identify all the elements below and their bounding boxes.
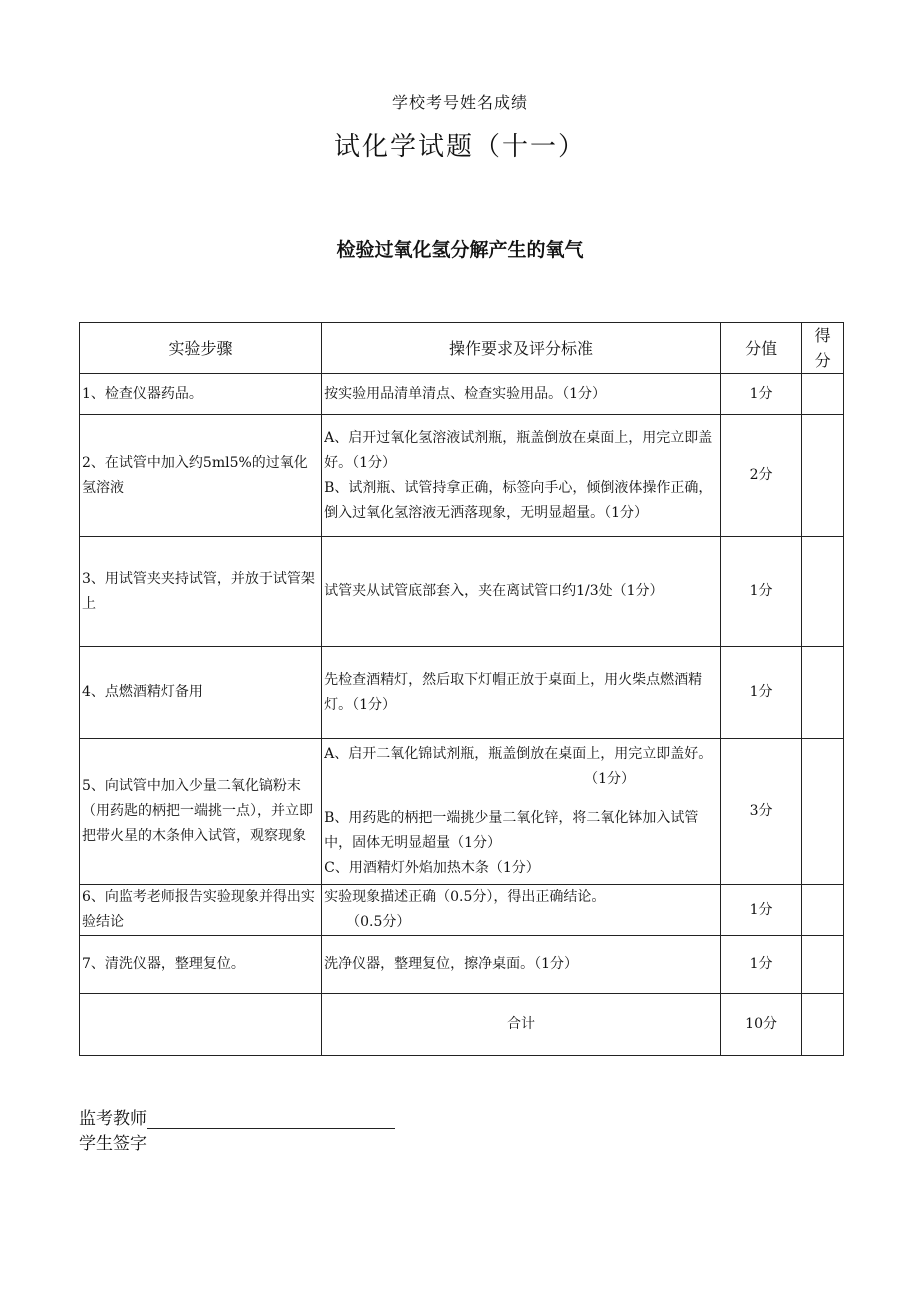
row-step: 1、检查仪器药品。 bbox=[80, 374, 322, 415]
requirement-a: A、启开过氧化氢溶液试剂瓶，瓶盖倒放在桌面上，用完立即盖好。（1分） bbox=[324, 429, 713, 471]
proctor-signature-field[interactable] bbox=[147, 1110, 395, 1129]
score-cell[interactable] bbox=[802, 885, 844, 936]
total-row bbox=[80, 994, 844, 1056]
row-points: 2分 bbox=[720, 415, 801, 537]
table-row bbox=[80, 739, 844, 885]
exam-info-line: 学校考号姓名成绩 bbox=[391, 93, 528, 112]
total-empty-cell bbox=[80, 994, 322, 1056]
column-header-points: 分值 bbox=[720, 323, 801, 374]
table-row bbox=[80, 936, 844, 994]
proctor-label: 监考教师 bbox=[79, 1109, 147, 1129]
score-cell[interactable] bbox=[802, 739, 844, 885]
table-row bbox=[80, 537, 844, 647]
table-row bbox=[80, 647, 844, 739]
column-header-score-text: 得分 bbox=[814, 326, 831, 370]
student-signature-line bbox=[79, 1129, 147, 1154]
row-points: 1分 bbox=[720, 936, 801, 994]
total-points: 10分 bbox=[720, 994, 801, 1056]
table-row bbox=[80, 374, 844, 415]
requirement-a-points: （1分） bbox=[584, 771, 636, 787]
row-step: 7、清洗仪器，整理复位。 bbox=[80, 936, 322, 994]
experiment-title: 检验过氧化氢分解产生的氧气 bbox=[336, 239, 584, 261]
row-points: 3分 bbox=[720, 739, 801, 885]
row-step: 3、用试管夹夹持试管，并放于试管架上 bbox=[80, 537, 322, 647]
row-points: 1分 bbox=[720, 374, 801, 415]
row-requirement: 先检查酒精灯，然后取下灯帽正放于桌面上，用火柴点燃酒精灯。（1分） bbox=[322, 647, 721, 739]
requirement-b: B、用药匙的柄把一端挑少量二氧化锌，将二氧化钵加入试管中，固体无明显超量（1分） bbox=[324, 810, 699, 851]
exam-title: 试化学试题（十一） bbox=[333, 132, 586, 162]
requirement-points: （0.5分） bbox=[346, 914, 411, 930]
row-requirements bbox=[322, 739, 721, 885]
row-requirement: 试管夹从试管底部套入，夹在离试管口约1/3处（1分） bbox=[322, 537, 721, 647]
total-score-cell[interactable] bbox=[802, 994, 844, 1056]
row-requirement: 洗净仪器，整理复位，擦净桌面。（1分） bbox=[322, 936, 721, 994]
column-header-step: 实验步骤 bbox=[80, 323, 322, 374]
row-requirements bbox=[322, 415, 721, 537]
requirement-main: 实验现象描述正确（0.5分），得出正确结论。 bbox=[324, 889, 606, 905]
row-step: 2、在试管中加入约5ml5%的过氧化氢溶液 bbox=[80, 415, 322, 537]
requirement-c: C、用酒精灯外焰加热木条（1分） bbox=[324, 860, 540, 876]
table-row bbox=[80, 415, 844, 537]
score-cell[interactable] bbox=[802, 537, 844, 647]
table-header-row bbox=[80, 323, 844, 374]
score-cell[interactable] bbox=[802, 647, 844, 739]
requirement-b: B、试剂瓶、试管持拿正确，标签向手心，倾倒液体操作正确，倒入过氧化氢溶液无洒落现象，无明显超量。（1分） bbox=[324, 479, 713, 521]
proctor-signature-line bbox=[79, 1104, 395, 1129]
row-points: 1分 bbox=[720, 647, 801, 739]
scoring-table bbox=[79, 322, 844, 1056]
row-points: 1分 bbox=[720, 885, 801, 936]
score-cell[interactable] bbox=[802, 936, 844, 994]
total-label: 合计 bbox=[322, 994, 721, 1056]
requirement-a: A、启开二氧化锦试剂瓶，瓶盖倒放在桌面上，用完立即盖好。 bbox=[324, 746, 713, 762]
student-label: 学生签字 bbox=[79, 1134, 147, 1154]
column-header-requirements: 操作要求及评分标准 bbox=[322, 323, 721, 374]
row-step: 4、点燃酒精灯备用 bbox=[80, 647, 322, 739]
row-step: 5、向试管中加入少量二氧化镐粉末（用药匙的柄把一端挑一点），并立即把带火星的木条伸入试管，观察现象 bbox=[80, 739, 322, 885]
score-cell[interactable] bbox=[802, 374, 844, 415]
row-requirement: 按实验用品清单清点、检查实验用品。（1分） bbox=[322, 374, 721, 415]
table-row bbox=[80, 885, 844, 936]
row-points: 1分 bbox=[720, 537, 801, 647]
column-header-score bbox=[802, 323, 844, 374]
score-cell[interactable] bbox=[802, 415, 844, 537]
row-step: 6、向监考老师报告实验现象并得出实验结论 bbox=[80, 885, 322, 936]
row-requirements bbox=[322, 885, 721, 936]
